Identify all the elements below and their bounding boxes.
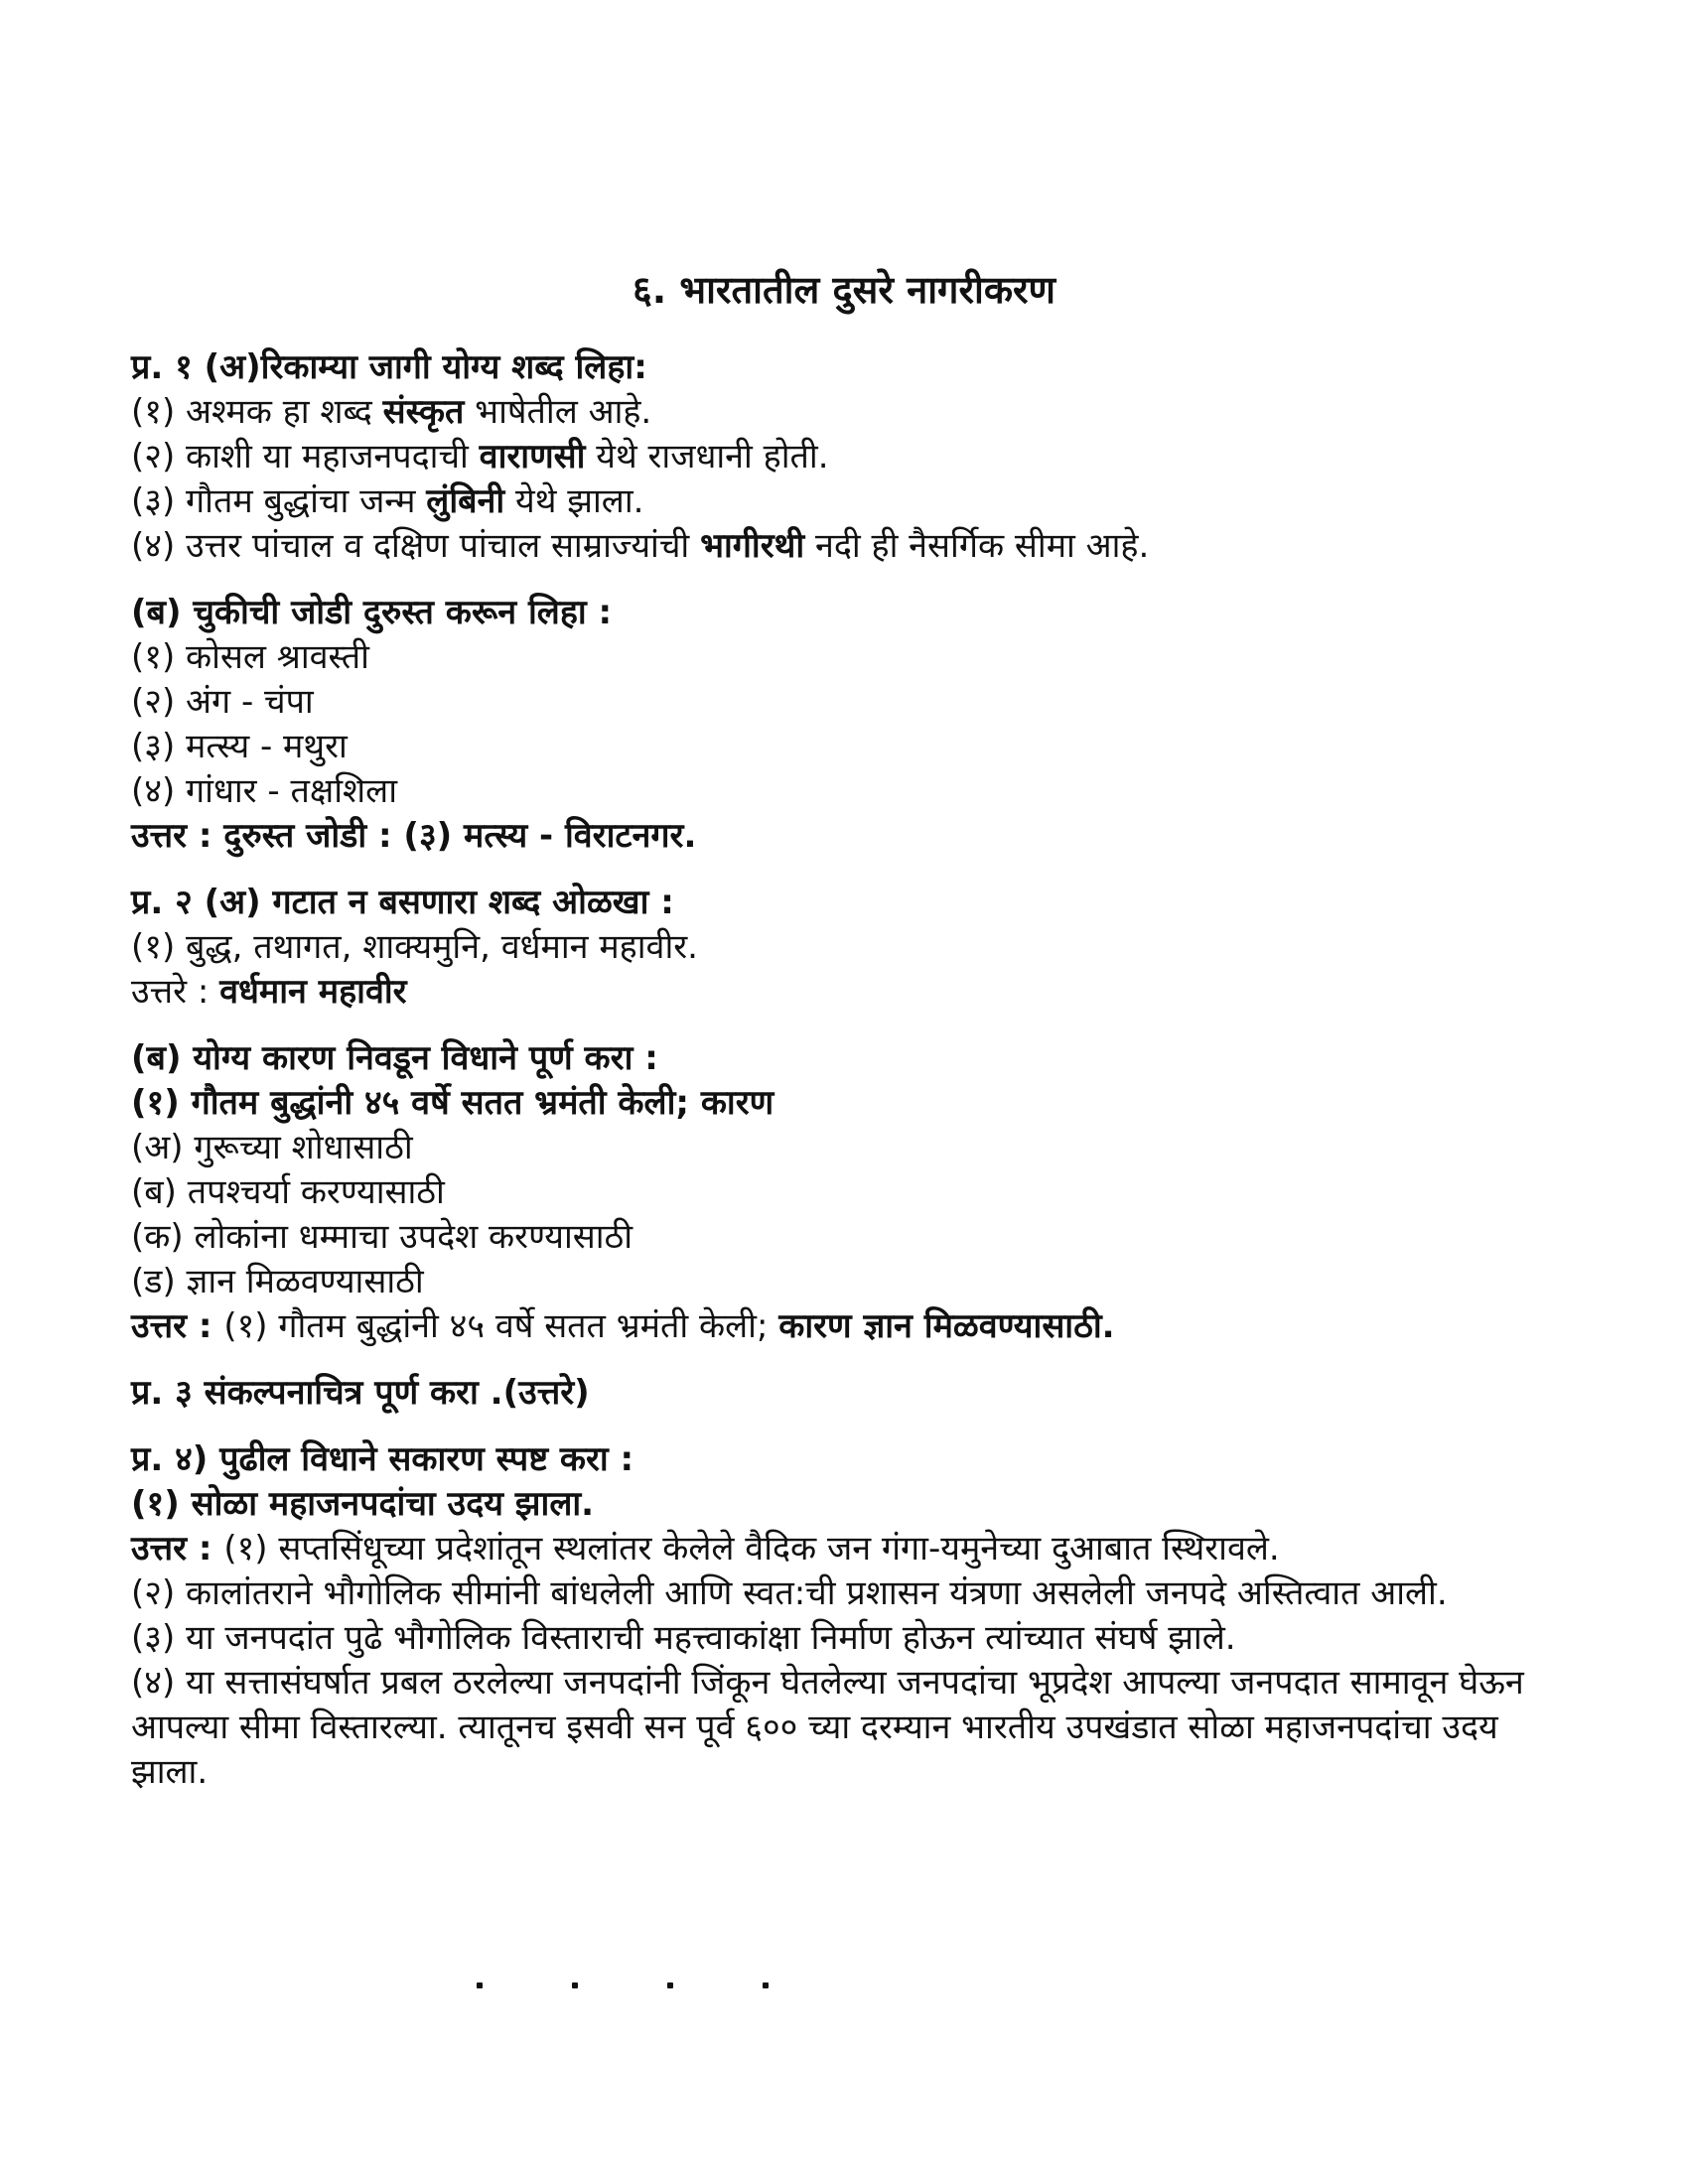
option-item: (ड) ज्ञान मिळवण्यासाठी: [131, 1262, 424, 1301]
item-text: येथे झाला.: [504, 481, 644, 521]
list-item: (२) अंग - चंपा: [131, 682, 314, 722]
question-heading: प्र. ४) पुढील विधाने सकारण स्पष्ट करा :: [131, 1439, 634, 1479]
item-text: (२) काशी या महाजनपदाची: [131, 437, 480, 477]
list-item: (४) गांधार - तक्षशिला: [131, 771, 398, 811]
answer-line: उत्तर : दुरुस्त जोडी : (३) मत्स्य - विराटनगर.: [131, 816, 697, 856]
list-item: [131, 435, 1561, 479]
answer-label: उत्तर :: [131, 1529, 224, 1569]
answer-point: (३) या जनपदांत पुढे भौगोलिक विस्ताराची महत्त्वाकांक्षा निर्माण होऊन त्यांच्यात संघर्ष झाले.: [131, 1618, 1236, 1658]
list-item: [131, 390, 1561, 435]
option-item: (ब) तपश्चर्या करण्यासाठी: [131, 1172, 445, 1212]
item-text: येथे राजधानी होती.: [585, 437, 829, 477]
item-text: नदी ही नैसर्गिक सीमा आहे.: [804, 526, 1150, 566]
question-1a: [131, 345, 1561, 569]
question-heading: प्र. २ (अ) गटात न बसणारा शब्द ओळखा :: [131, 883, 674, 922]
answer-word: भागीरथी: [700, 526, 805, 566]
answer-label: उत्तरे :: [131, 972, 220, 1012]
answer-word: वाराणसी: [479, 437, 586, 477]
list-item: (३) मत्स्य - मथुरा: [131, 727, 348, 766]
answer-point: (४) या सत्तासंघर्षात प्रबल ठरलेल्या जनपदांनी जिंकून घेतलेल्या जनपदांचा भूप्रदेश आपल्या जनपदात सामावून घेऊन आपल्या सीमा विस्तारल्या. त्यातूनच इसवी सन पूर्व ६०० च्या दरम्यान भारतीय उपखंडात सोळा महाजनपदांचा उदय झाला.: [131, 1663, 1524, 1792]
answer-word: संस्कृत: [382, 392, 465, 432]
answer-word: वर्धमान महावीर: [219, 972, 407, 1012]
question-heading: (ब) योग्य कारण निवडून विधाने पूर्ण करा :: [131, 1038, 658, 1078]
cut-off-text-fragment: [477, 1974, 874, 1981]
item-text: (३) गौतम बुद्धांचा जन्म: [131, 481, 427, 521]
answer-word: कारण ज्ञान मिळवण्यासाठी.: [778, 1306, 1115, 1346]
question-1b: [131, 591, 1561, 859]
list-item: (१) बुद्ध, तथागत, शाक्यमुनि, वर्धमान महावीर.: [131, 927, 698, 967]
item-text: (४) उत्तर पांचाल व दक्षिण पांचाल साम्राज्यांची: [131, 526, 701, 566]
answer-label: उत्तर :: [131, 1306, 224, 1346]
answer-line: [131, 1304, 1561, 1349]
point-text: (१) सप्तसिंधूच्या प्रदेशांतून स्थलांतर केलेले वैदिक जन गंगा-यमुनेच्या दुआबात स्थिरावले.: [223, 1529, 1280, 1569]
question-heading: (ब) चुकीची जोडी दुरुस्त करून लिहा :: [131, 593, 613, 632]
question-2a: [131, 881, 1561, 1015]
answer-line: [131, 970, 1561, 1015]
item-text: भाषेतील आहे.: [464, 392, 652, 432]
item-text: (१) अश्मक हा शब्द: [131, 392, 383, 432]
list-item: [131, 524, 1561, 569]
answer-text: (१) गौतम बुद्धांनी ४५ वर्षे सतत भ्रमंती केली;: [223, 1306, 779, 1346]
question-heading: प्र. ३ संकल्पनाचित्र पूर्ण करा .(उत्तरे): [131, 1373, 590, 1413]
answer-point: [131, 1527, 1561, 1571]
question-3: [131, 1371, 1561, 1416]
question-subheading: (१) सोळा महाजनपदांचा उदय झाला.: [131, 1484, 595, 1524]
question-2b: [131, 1036, 1561, 1349]
question-heading: प्र. १ (अ)रिकाम्या जागी योग्य शब्द लिहा:: [131, 347, 647, 387]
answer-point: (२) कालांतराने भौगोलिक सीमांनी बांधलेली आणि स्वत:ची प्रशासन यंत्रणा असलेली जनपदे अस्तित्वात आली.: [131, 1573, 1448, 1613]
document-body: [131, 345, 1561, 1817]
question-subheading: (१) गौतम बुद्धांनी ४५ वर्षे सतत भ्रमंती केली; कारण: [131, 1083, 774, 1123]
page-title: ६. भारतातील दुसरे नागरीकरण: [632, 268, 1056, 312]
option-item: (क) लोकांना धम्माचा उपदेश करण्यासाठी: [131, 1217, 633, 1257]
option-item: (अ) गुरूच्या शोधासाठी: [131, 1128, 413, 1167]
list-item: [131, 479, 1561, 524]
answer-word: लुंबिनी: [426, 481, 505, 521]
question-4: [131, 1437, 1561, 1795]
list-item: (१) कोसल श्रावस्ती: [131, 637, 369, 677]
